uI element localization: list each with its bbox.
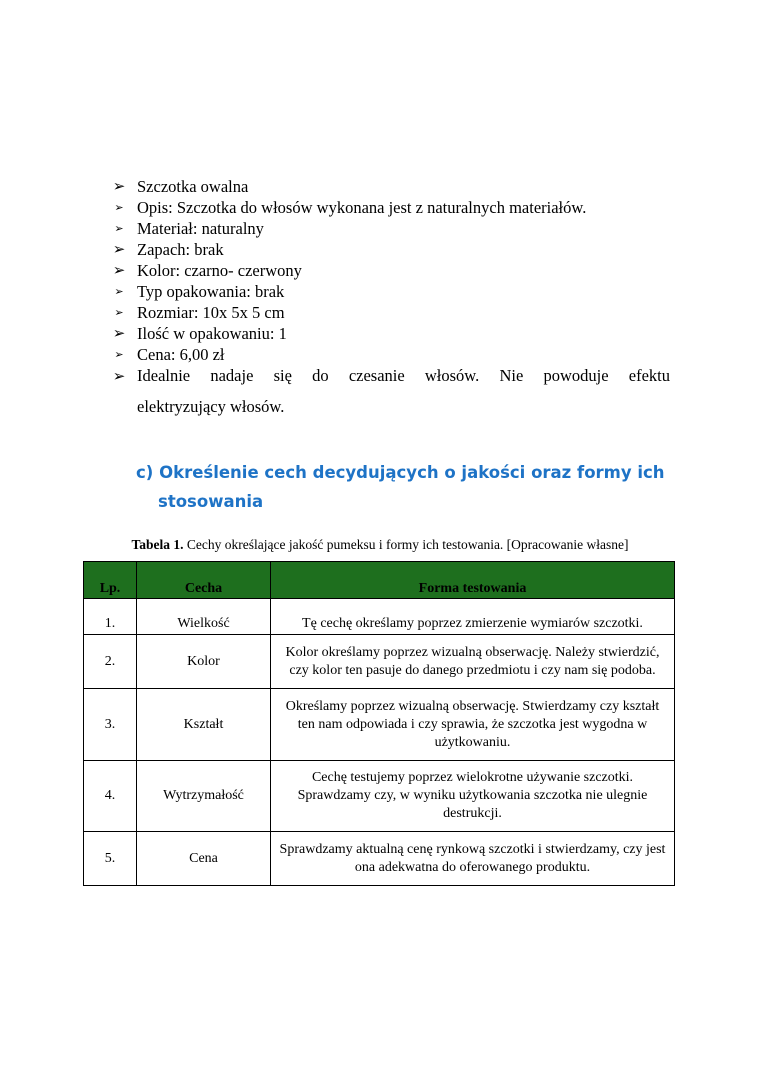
header-cecha: Cecha — [137, 562, 271, 599]
list-item: ➢ Rozmiar: 10x 5x 5 cm — [110, 302, 670, 323]
table-header-row — [84, 562, 675, 599]
arrowhead-bullet-icon: ➢ — [112, 177, 126, 195]
arrowhead-bullet-icon: ➢ — [114, 222, 124, 235]
table-row — [84, 635, 675, 689]
cell-forma: Sprawdzamy aktualną cenę rynkową szczotki i stwierdzamy, czy jest ona adekwatna do oferowanego produktu. — [271, 832, 675, 886]
arrowhead-bullet-icon: ➢ — [112, 240, 126, 258]
arrowhead-bullet-icon: ➢ — [114, 348, 124, 361]
arrowhead-bullet-icon: ➢ — [112, 261, 126, 279]
table-row — [84, 599, 675, 635]
arrowhead-bullet-icon: ➢ — [112, 324, 126, 342]
list-item: ➢ Opis: Szczotka do włosów wykonana jest z naturalnych materiałów. — [110, 197, 670, 218]
list-item: ➢ Cena: 6,00 zł — [110, 344, 670, 365]
cell-lp: 4. — [84, 761, 137, 832]
arrowhead-bullet-icon: ➢ — [114, 285, 124, 298]
cell-lp: 2. — [84, 635, 137, 689]
table-row — [84, 761, 675, 832]
features-table — [83, 561, 675, 886]
list-item: ➢ Typ opakowania: brak — [110, 281, 670, 302]
cell-cecha: Wytrzymałość — [137, 761, 271, 832]
table-row — [84, 832, 675, 886]
list-item: ➢ Kolor: czarno- czerwony — [110, 260, 670, 281]
cell-lp: 1. — [84, 599, 137, 635]
cell-cecha: Cena — [137, 832, 271, 886]
cell-lp: 3. — [84, 689, 137, 761]
header-forma: Forma testowania — [271, 562, 675, 599]
table-row — [84, 689, 675, 761]
arrowhead-bullet-icon: ➢ — [114, 201, 124, 214]
cell-cecha: Kolor — [137, 635, 271, 689]
table-caption-text: Cechy określające jakość pumeksu i formy ich testowania. [Opracowanie własne] — [183, 537, 629, 552]
cell-forma: Kolor określamy poprzez wizualną obserwację. Należy stwierdzić, czy kolor ten pasuje do danego przedmiotu i czy nam się podoba. — [271, 635, 675, 689]
cell-lp: 5. — [84, 832, 137, 886]
list-item: ➢ Idealnie nadaje się do czesanie włosów. Nie powoduje efektu elektryzujący włosów. — [110, 365, 670, 418]
list-item: ➢ Zapach: brak — [110, 239, 670, 260]
list-item: ➢ Ilość w opakowaniu: 1 — [110, 323, 670, 344]
list-item: ➢ Szczotka owalna — [110, 176, 670, 197]
header-lp: Lp. — [84, 562, 137, 599]
section-heading: c) Określenie cech decydujących o jakości oraz formy ich stosowania — [136, 463, 665, 511]
list-item: ➢ Materiał: naturalny — [110, 218, 670, 239]
feature-list — [110, 176, 670, 418]
cell-forma: Tę cechę określamy poprzez zmierzenie wymiarów szczotki. — [271, 599, 675, 635]
table-caption-label: Tabela 1. — [131, 537, 184, 552]
cell-cecha: Wielkość — [137, 599, 271, 635]
cell-cecha: Kształt — [137, 689, 271, 761]
arrowhead-bullet-icon: ➢ — [112, 367, 126, 385]
cell-forma: Określamy poprzez wizualną obserwację. Stwierdzamy czy kształt ten nam odpowiada i czy sprawia, że szczotka jest wygodna w użytkowaniu. — [271, 689, 675, 761]
cell-forma: Cechę testujemy poprzez wielokrotne używanie szczotki. Sprawdzamy czy, w wyniku użytkowania szczotka nie ulegnie destrukcji. — [271, 761, 675, 832]
table-caption — [0, 537, 760, 553]
arrowhead-bullet-icon: ➢ — [114, 306, 124, 319]
